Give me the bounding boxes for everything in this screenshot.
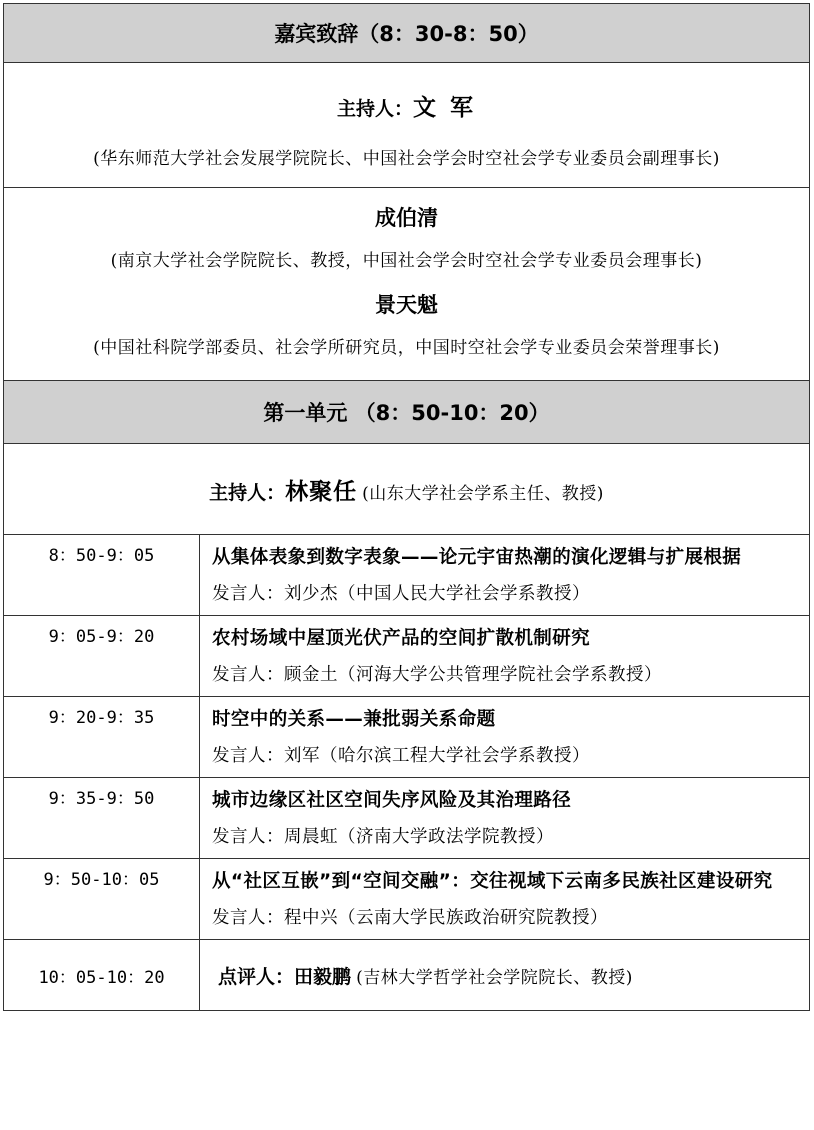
table-row	[4, 778, 810, 859]
review-name: 田毅鹏	[294, 965, 352, 988]
talk-speaker: 发言人：顾金土（河海大学公共管理学院社会学系教授）	[212, 665, 662, 685]
talk-cell	[200, 778, 810, 859]
talk-speaker: 发言人：周晨虹（济南大学政法学院教授）	[212, 827, 554, 847]
review-affiliation: (吉林大学哲学社会学院院长、教授)	[356, 967, 633, 988]
review-time: 10：05-10：20	[4, 940, 200, 1011]
talk-cell	[200, 616, 810, 697]
unit1-host-cell	[4, 444, 810, 535]
agenda-page	[3, 3, 809, 1011]
table-row	[4, 616, 810, 697]
welcome-host-label: 主持人：	[336, 98, 413, 120]
talk-cell	[200, 535, 810, 616]
talk-title: 城市边缘区社区空间失序风险及其治理路径	[212, 790, 572, 811]
talk-time: 9：35-9：50	[4, 778, 200, 859]
guest-name: 成伯清	[375, 206, 438, 230]
guest-affiliation: (南京大学社会学院院长、教授，中国社会学会时空社会学专业委员会理事长)	[110, 251, 703, 271]
unit1-host-label: 主持人：	[209, 481, 286, 504]
talk-title: 农村场域中屋顶光伏产品的空间扩散机制研究	[212, 628, 591, 649]
table-row	[4, 697, 810, 778]
welcome-host-affiliation: (华东师范大学社会发展学院院长、中国社会学会时空社会学专业委员会副理事长)	[93, 149, 720, 169]
table-row	[4, 535, 810, 616]
talk-title: 从“社区互嵌”到“空间交融”：交往视域下云南多民族社区建设研究	[212, 871, 773, 892]
talk-time: 9：20-9：35	[4, 697, 200, 778]
talk-speaker: 发言人：刘少杰（中国人民大学社会学系教授）	[212, 584, 590, 604]
welcome-host-cell	[4, 63, 810, 188]
talk-time: 9：05-9：20	[4, 616, 200, 697]
talk-time: 8：50-9：05	[4, 535, 200, 616]
welcome-header-text: 嘉宾致辞（8：30-8：50）	[274, 22, 539, 46]
unit1-section-header	[4, 381, 810, 444]
welcome-guests-cell	[4, 188, 810, 381]
talk-time: 9：50-10：05	[4, 859, 200, 940]
talk-title: 从集体表象到数字表象——论元宇宙热潮的演化逻辑与扩展根据	[212, 547, 742, 568]
unit1-header-text: 第一单元 （8：50-10：20）	[263, 401, 550, 425]
table-row	[4, 859, 810, 940]
guest-name: 景天魁	[375, 293, 438, 317]
talk-speaker: 发言人：刘军（哈尔滨工程大学社会学系教授）	[212, 746, 590, 766]
welcome-host-line	[4, 63, 809, 122]
welcome-section-header	[4, 4, 810, 63]
unit1-host-name: 林聚任	[285, 478, 358, 505]
talk-cell	[200, 859, 810, 940]
talk-speaker: 发言人：程中兴（云南大学民族政治研究院教授）	[212, 908, 608, 928]
talk-title: 时空中的关系——兼批弱关系命题	[212, 709, 496, 730]
welcome-host-name: 文 军	[413, 95, 477, 121]
review-cell	[200, 940, 810, 1011]
agenda-table	[3, 3, 810, 1011]
review-row	[4, 940, 810, 1011]
talk-cell	[200, 697, 810, 778]
review-label: 点评人：	[218, 965, 295, 988]
guest-affiliation: (中国社科院学部委员、社会学所研究员，中国时空社会学专业委员会荣誉理事长)	[93, 338, 720, 358]
unit1-host-affiliation: (山东大学社会学系主任、教授)	[362, 483, 604, 504]
